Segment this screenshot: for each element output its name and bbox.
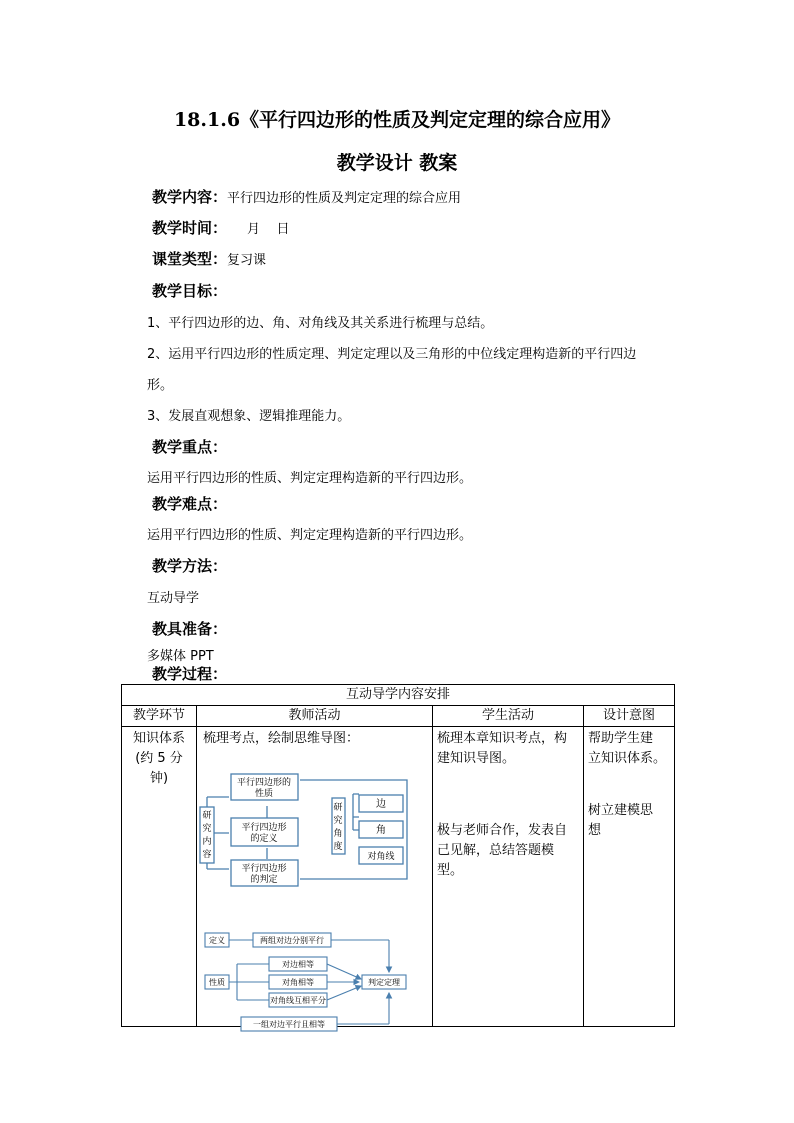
header-intent: 设计意图 <box>584 706 675 727</box>
d1-mid-2: 究 <box>333 816 343 826</box>
type-row <box>152 248 266 269</box>
d2-theorem: 判定定理 <box>368 978 400 987</box>
d2-def-condition: 两组对边分别平行 <box>260 936 324 945</box>
difficulty-text: 运用平行四边形的性质、判定定理构造新的平行四边形。 <box>147 528 473 543</box>
student-text-1b: 建知识导图。 <box>437 751 516 766</box>
student-text-2b: 己见解，总结答题模型。 <box>437 843 555 878</box>
d2-p3: 对角线互相平分 <box>270 996 326 1005</box>
time-label: 教学时间： <box>152 219 228 237</box>
d2-property: 性质 <box>209 978 225 987</box>
method-text: 互动导学 <box>147 591 200 606</box>
d2-p1: 对边相等 <box>282 960 314 969</box>
tools-text: 多媒体 PPT <box>147 649 214 664</box>
goal-1: 1、平行四边形的边、角、对角线及其关系进行梳理与总结。 <box>147 316 494 331</box>
d1-definition-1: 平行四边形 <box>241 823 287 833</box>
tools-label: 教具准备： <box>152 620 228 638</box>
header-stage: 教学环节 <box>122 706 197 727</box>
method-label: 教学方法： <box>152 557 228 575</box>
d1-left-3: 内 <box>202 837 212 847</box>
type-label: 课堂类型： <box>152 250 228 268</box>
d1-mid-3: 角 <box>333 829 343 839</box>
d2-definition: 定义 <box>209 936 225 945</box>
document-subtitle: 教学设计 教案 <box>336 152 458 174</box>
content-value: 平行四边形的性质及判定定理的综合应用 <box>227 191 462 206</box>
intent-text-2a: 树立建模思 <box>588 803 654 818</box>
d1-diagonal: 对角线 <box>367 852 395 862</box>
table-caption: 互动导学内容安排 <box>122 685 675 706</box>
time-row <box>152 217 290 238</box>
d1-mid-4: 度 <box>333 842 343 852</box>
d1-mid-1: 研 <box>333 803 343 813</box>
teacher-activity-text: 梳理考点，绘制思维导图： <box>203 731 360 746</box>
d1-definition-2: 的定义 <box>250 834 278 844</box>
d1-edge: 边 <box>376 799 386 810</box>
difficulty-label: 教学难点： <box>152 495 228 513</box>
type-value: 复习课 <box>227 253 267 268</box>
teacher-cell <box>197 727 433 1027</box>
lesson-plan-table <box>121 684 675 1027</box>
content-label: 教学内容： <box>152 188 228 206</box>
intent-text-1b: 立知识体系。 <box>588 751 667 766</box>
intent-text-2b: 想 <box>588 823 602 838</box>
stage-line-1: 知识体系 <box>132 731 185 746</box>
mind-map-diagram <box>197 751 431 1029</box>
d2-p2: 对角相等 <box>282 978 314 987</box>
d1-left-1: 研 <box>202 811 212 821</box>
goal-2-line2: 形。 <box>147 378 174 393</box>
goal-2-line1: 2、运用平行四边形的性质定理、判定定理以及三角形的中位线定理构造新的平行四边 <box>147 347 637 362</box>
content-row <box>152 186 461 207</box>
d1-left-4: 容 <box>202 850 212 860</box>
process-label: 教学过程： <box>152 665 228 683</box>
stage-cell <box>122 727 197 1027</box>
d2-bottom: 一组对边平行且相等 <box>253 1020 325 1029</box>
key-point-text: 运用平行四边形的性质、判定定理构造新的平行四边形。 <box>147 471 473 486</box>
intent-cell <box>584 727 675 1027</box>
intent-text-1a: 帮助学生建 <box>588 731 654 746</box>
student-cell <box>433 727 584 1027</box>
d1-angle: 角 <box>376 825 386 836</box>
stage-line-2: (约 5 分 <box>135 751 183 766</box>
table-row <box>122 727 675 1027</box>
key-point-label: 教学重点： <box>152 438 228 456</box>
d1-left-2: 究 <box>202 824 212 834</box>
header-student: 学生活动 <box>433 706 584 727</box>
goals-label: 教学目标： <box>152 282 228 300</box>
time-value: 月 日 <box>247 222 290 237</box>
stage-line-3: 钟) <box>149 771 169 786</box>
goal-3: 3、发展直观想象、逻辑推理能力。 <box>147 409 351 424</box>
document-title: 18.1.6《平行四边形的性质及判定定理的综合应用》 <box>173 109 621 131</box>
student-text-1a: 梳理本章知识考点，构 <box>437 731 568 746</box>
d1-judgement-2: 的判定 <box>250 875 278 885</box>
d1-property-2: 性质 <box>254 789 274 799</box>
d1-judgement-1: 平行四边形 <box>241 864 287 874</box>
student-text-2a: 极与老师合作，发表自 <box>437 823 568 838</box>
header-teacher: 教师活动 <box>197 706 433 727</box>
d1-property-1: 平行四边形的 <box>236 778 292 788</box>
